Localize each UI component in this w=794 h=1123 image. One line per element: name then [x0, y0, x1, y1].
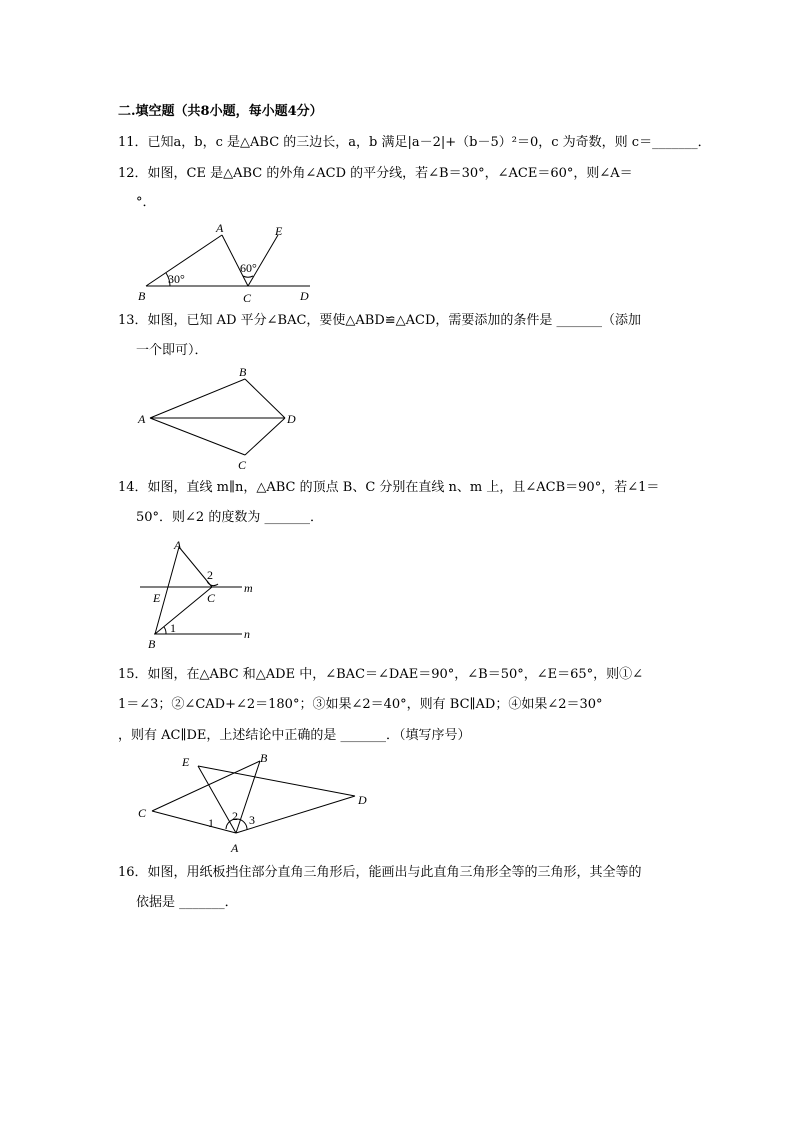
question-15-line3: ，则有 AC∥DE，上述结论中正确的是 _______．（填写序号）	[118, 728, 471, 743]
line-cd	[245, 418, 285, 455]
label-a: A	[216, 221, 224, 235]
label-a: A	[138, 412, 146, 426]
label-angle-30: 30°	[168, 272, 185, 286]
label-c: C	[238, 458, 247, 472]
figure-q15	[130, 748, 380, 856]
label-b: B	[260, 751, 268, 765]
label-c: C	[243, 291, 252, 305]
label-b: B	[138, 289, 146, 303]
question-16-line2: 依据是 _______．	[136, 895, 238, 910]
label-b: B	[148, 637, 156, 651]
line-ae	[198, 766, 236, 833]
figure-q14	[130, 534, 270, 652]
line-ed	[198, 766, 355, 796]
label-c: C	[207, 591, 216, 605]
label-n: n	[244, 627, 250, 641]
label-a: A	[174, 538, 182, 552]
label-b: B	[239, 365, 247, 379]
label-e: E	[275, 224, 283, 238]
question-12-line1: 12．如图，CE 是△ABC 的外角∠ACD 的平分线，若∠B＝30°，∠ACE＝60°，则∠A＝	[118, 166, 633, 181]
line-ac	[152, 811, 236, 833]
question-11: 11．已知a，b，c 是△ABC 的三边长，a，b 满足|a－2|+（b－5）²＝0，c 为奇数，则 c＝_______．	[118, 135, 711, 150]
label-2: 2	[207, 568, 213, 582]
figure-q12	[130, 218, 330, 308]
label-m: m	[244, 581, 253, 595]
label-d: D	[287, 412, 296, 426]
label-e: E	[182, 755, 190, 769]
label-d: D	[358, 793, 367, 807]
line-ab	[150, 379, 245, 418]
question-14-line2: 50°．则∠2 的度数为 _______．	[136, 510, 323, 525]
label-e: E	[153, 591, 161, 605]
label-angle-60: 60°	[240, 261, 257, 275]
line-cb	[152, 761, 260, 811]
label-1: 1	[170, 621, 176, 635]
label-c: C	[138, 806, 147, 820]
question-13-line2: 一个即可）．	[136, 343, 208, 358]
question-15-line2: 1＝∠3；②∠CAD+∠2＝180°；③如果∠2＝40°，则有 BC∥AD；④如果∠2＝30°	[118, 697, 603, 712]
label-2: 2	[232, 809, 238, 823]
label-1: 1	[208, 816, 214, 830]
label-3: 3	[249, 813, 255, 827]
question-12-line2: °．	[136, 195, 156, 210]
line-cb	[155, 587, 212, 634]
line-ac	[150, 418, 245, 455]
figure-q13	[130, 362, 310, 474]
label-a: A	[231, 841, 239, 855]
question-16-line1: 16．如图，用纸板挡住部分直角三角形后，能画出与此直角三角形全等的三角形，其全等的	[118, 865, 642, 880]
label-d: D	[300, 289, 309, 303]
question-14-line1: 14．如图，直线 m∥n，△ABC 的顶点 B、C 分别在直线 n、m 上，且∠ACB＝90°，若∠1＝	[118, 480, 660, 495]
question-15-line1: 15．如图，在△ABC 和△ADE 中，∠BAC＝∠DAE＝90°，∠B＝50°，∠E＝65°，则①∠	[118, 667, 644, 682]
arc-angle-1	[164, 627, 166, 634]
line-bd	[245, 379, 285, 418]
question-13-line1: 13．如图，已知 AD 平分∠BAC，要使△ABD≌△ACD，需要添加的条件是 _______（添加	[118, 313, 642, 328]
line-ab	[236, 761, 260, 833]
section-title: 二.填空题（共8小题，每小题4分）	[118, 104, 323, 119]
arc-angle-ace	[243, 276, 253, 277]
